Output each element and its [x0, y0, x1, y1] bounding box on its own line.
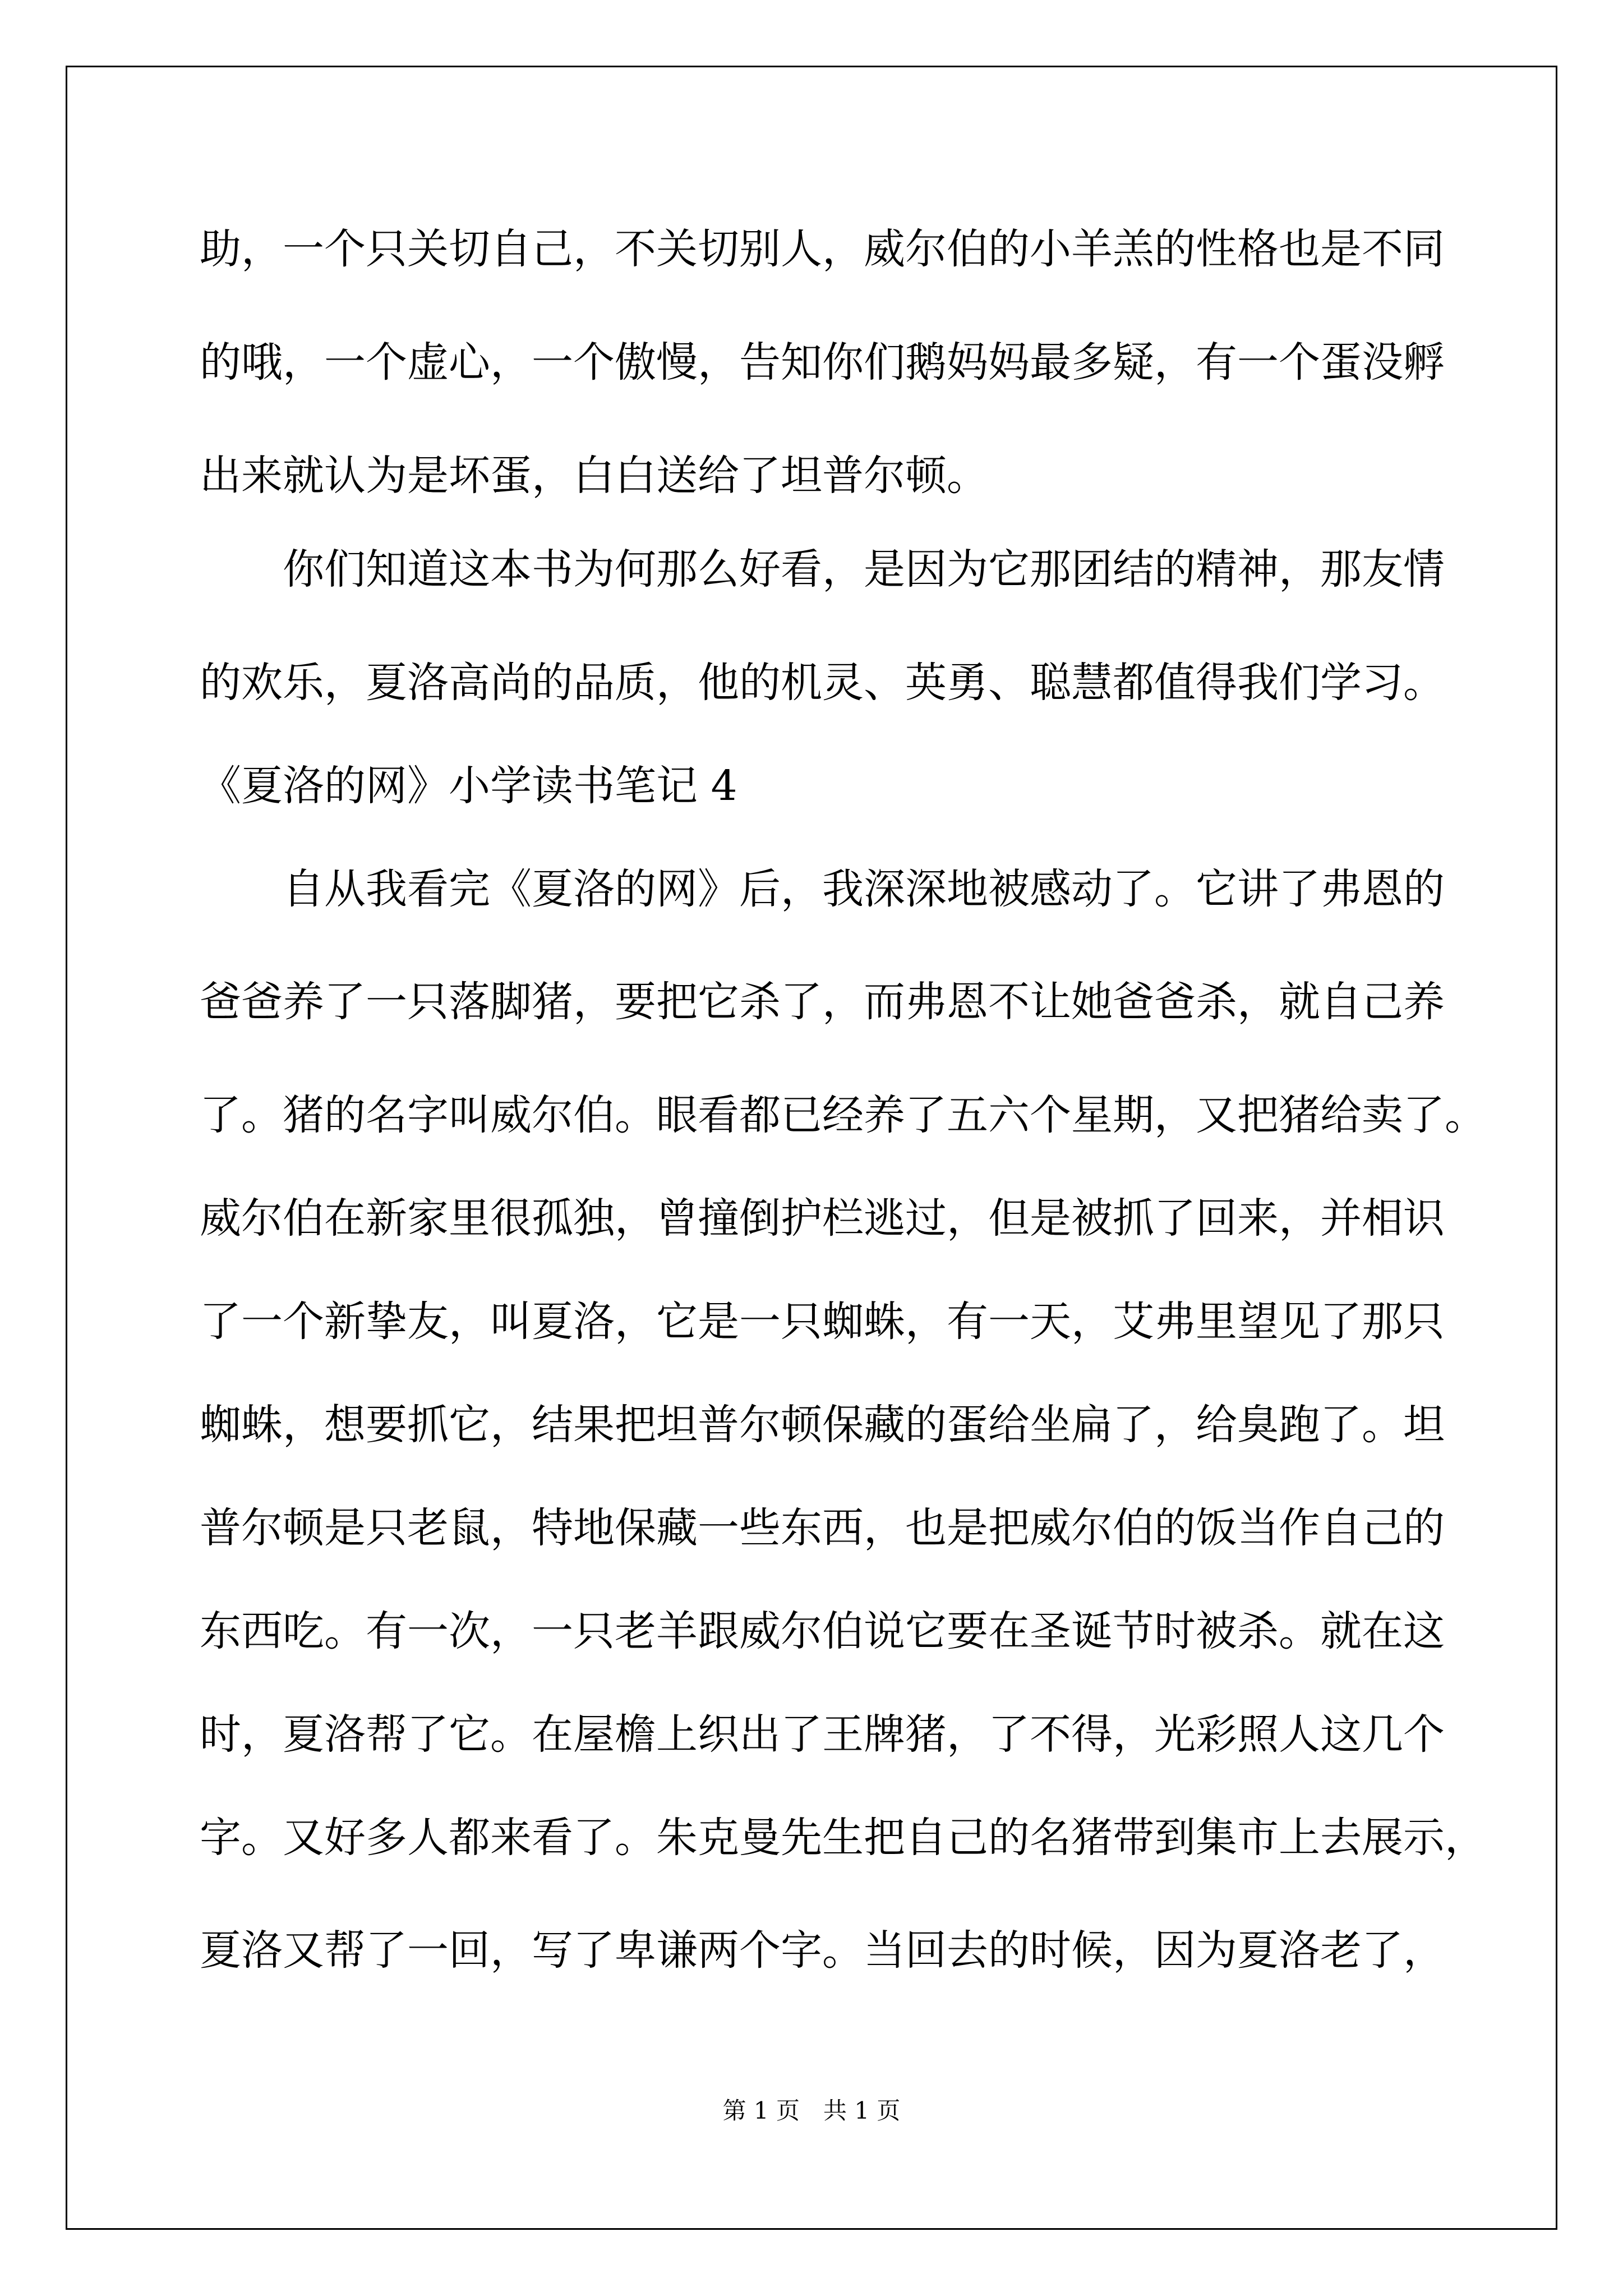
page-number-footer: 第 1 页 共 1 页	[722, 2097, 901, 2124]
body-line-7: 自从我看完《夏洛的网》后，我深深地被感动了。它讲了弗恩的	[200, 865, 1445, 913]
body-line-11: 了一个新挚友，叫夏洛，它是一只蜘蛛，有一天，艾弗里望见了那只	[200, 1297, 1445, 1346]
body-line-16: 字。又好多人都来看了。朱克曼先生把自己的名猪带到集市上去展示，	[200, 1814, 1486, 1862]
body-line-12: 蜘蛛，想要抓它，结果把坦普尔顿保藏的蛋给坐扁了，给臭跑了。坦	[200, 1401, 1445, 1449]
body-line-15: 时，夏洛帮了它。在屋檐上织出了王牌猪，了不得，光彩照人这几个	[200, 1710, 1445, 1759]
page-border	[66, 66, 1557, 2230]
body-line-1: 助，一个只关切自己，不关切别人，威尔伯的小羊羔的性格也是不同	[200, 225, 1445, 273]
body-line-5: 的欢乐，夏洛高尚的品质，他的机灵、英勇、聪慧都值得我们学习。	[200, 659, 1445, 707]
body-line-14: 东西吃。有一次，一只老羊跟威尔伯说它要在圣诞节时被杀。就在这	[200, 1607, 1445, 1655]
body-line-8: 爸爸养了一只落脚猪，要把它杀了，而弗恩不让她爸爸杀，就自己养	[200, 978, 1445, 1026]
section-heading: 《夏洛的网》小学读书笔记 4	[200, 762, 737, 810]
body-line-9: 了。猪的名字叫威尔伯。眼看都已经养了五六个星期，又把猪给卖了。	[200, 1091, 1486, 1139]
body-line-2: 的哦，一个虚心，一个傲慢，告知你们鹅妈妈最多疑，有一个蛋没孵	[200, 338, 1445, 386]
body-line-10: 威尔伯在新家里很孤独，曾撞倒护栏逃过，但是被抓了回来，并相识	[200, 1194, 1445, 1243]
body-line-17: 夏洛又帮了一回，写了卑谦两个字。当回去的时候，因为夏洛老了，	[200, 1926, 1445, 1975]
body-line-4: 你们知道这本书为何那么好看，是因为它那团结的精神，那友情	[200, 545, 1445, 593]
body-line-13: 普尔顿是只老鼠，特地保藏一些东西，也是把威尔伯的饭当作自己的	[200, 1504, 1445, 1552]
body-line-3: 出来就认为是坏蛋，白白送给了坦普尔顿。	[200, 452, 988, 500]
